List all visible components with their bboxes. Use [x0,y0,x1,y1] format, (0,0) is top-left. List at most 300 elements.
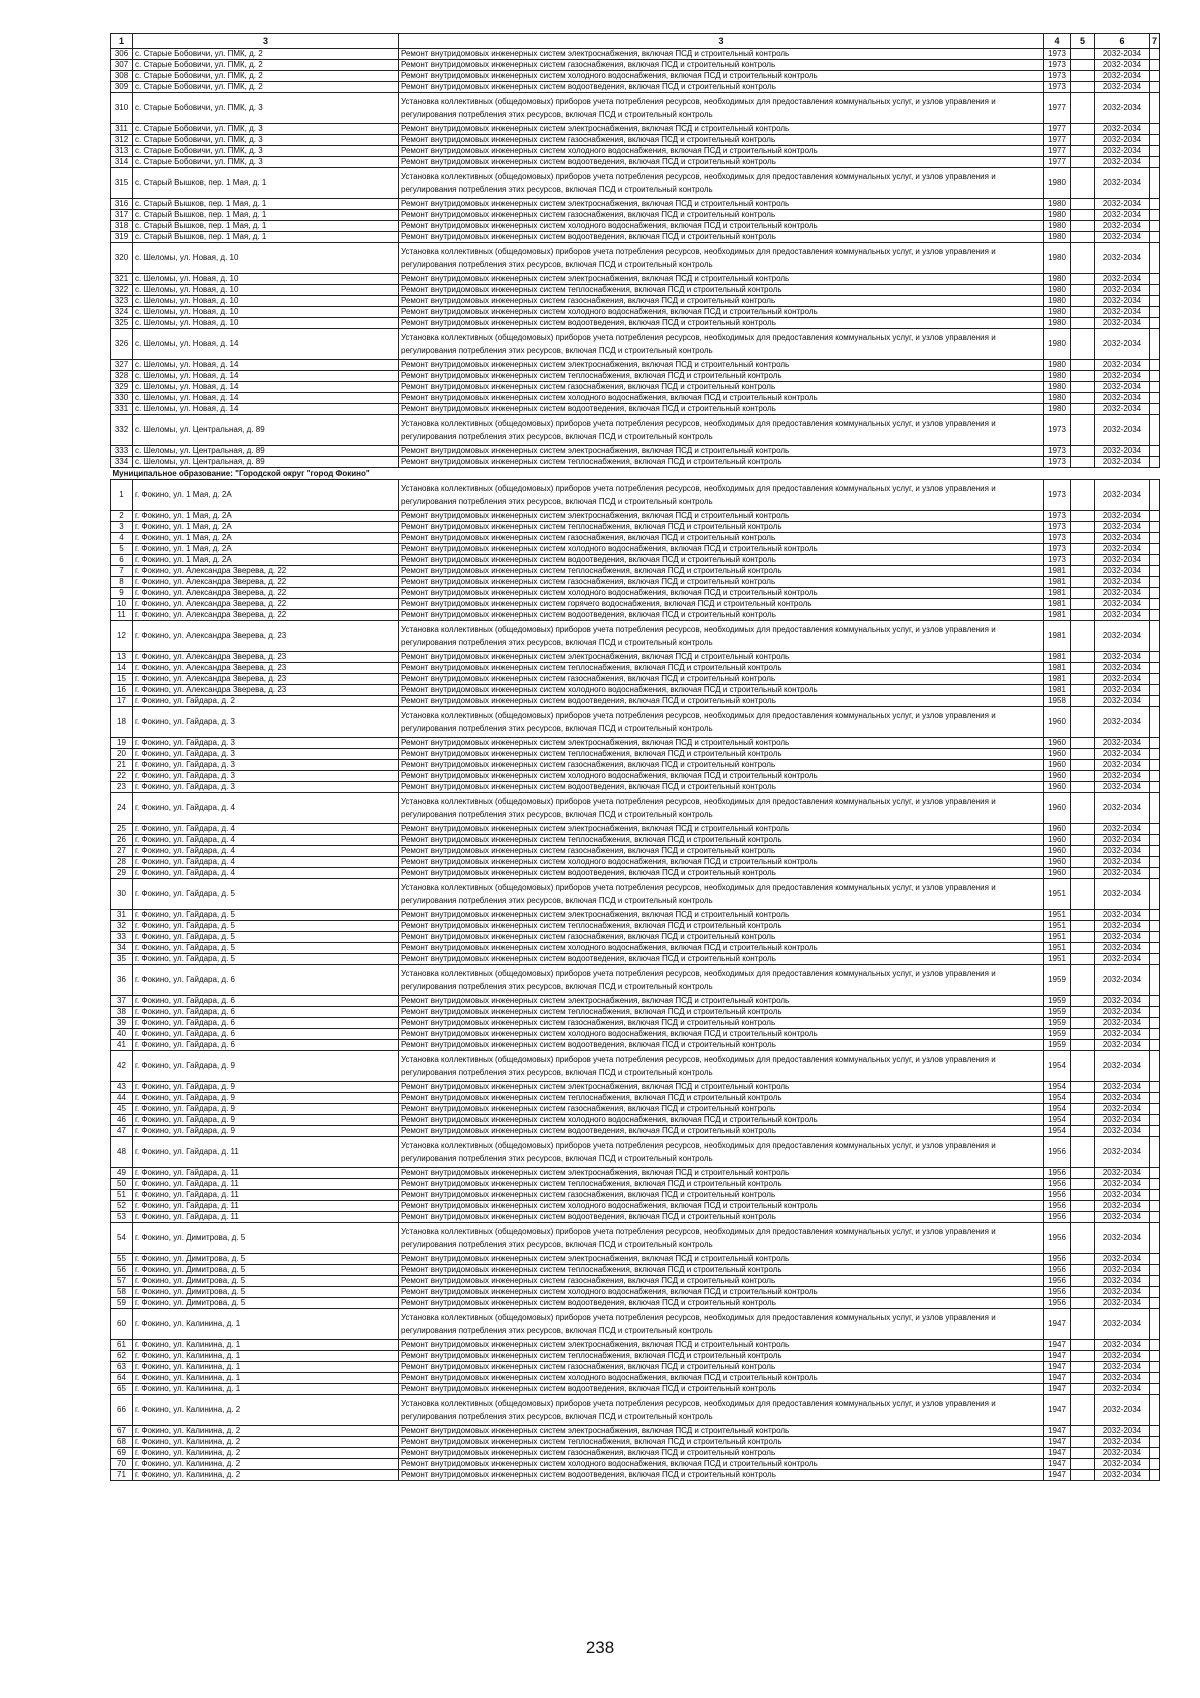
row-number: 314 [111,157,133,168]
year-cell: 1980 [1044,296,1071,307]
year-cell: 1973 [1044,82,1071,93]
period-cell: 2032-2034 [1095,910,1150,921]
row-number: 23 [111,782,133,793]
row-number: 21 [111,760,133,771]
address-cell: г. Фокино, ул. Гайдара, д. 5 [133,879,399,910]
register-sheet [110,33,1159,1481]
work-description: Ремонт внутридомовых инженерных систем водоотведения, включая ПСД и строительный контроль [399,1298,1044,1309]
empty-cell [1150,1137,1160,1168]
empty-cell [1071,360,1095,371]
row-number: 29 [111,868,133,879]
page-number: 238 [585,1638,615,1657]
empty-cell [1071,446,1095,457]
empty-cell [1071,1437,1095,1448]
table-row [111,446,1160,457]
year-cell: 1980 [1044,243,1071,274]
table-row [111,674,1160,685]
table-row [111,329,1160,360]
period-cell: 2032-2034 [1095,1168,1150,1179]
row-number: 329 [111,382,133,393]
empty-cell [1071,1362,1095,1373]
table-row [111,555,1160,566]
year-cell: 1973 [1044,60,1071,71]
address-cell: г. Фокино, ул. Калинина, д. 1 [133,1309,399,1340]
row-number: 42 [111,1051,133,1082]
col-header: 1 [111,34,133,49]
empty-cell [1150,1373,1160,1384]
year-cell: 1956 [1044,1223,1071,1254]
year-cell: 1959 [1044,1029,1071,1040]
table-row [111,71,1160,82]
address-cell: г. Фокино, ул. Калинина, д. 1 [133,1362,399,1373]
empty-cell [1150,199,1160,210]
empty-cell [1071,1115,1095,1126]
empty-cell [1150,1179,1160,1190]
empty-cell [1071,1298,1095,1309]
table-row [111,954,1160,965]
empty-cell [1071,1470,1095,1481]
work-description: Ремонт внутридомовых инженерных систем теплоснабжения, включая ПСД и строительный контроль [399,457,1044,468]
table-row [111,60,1160,71]
table-row [111,621,1160,652]
empty-cell [1071,652,1095,663]
period-cell: 2032-2034 [1095,943,1150,954]
row-number: 53 [111,1212,133,1223]
empty-cell [1150,243,1160,274]
year-cell: 1956 [1044,1201,1071,1212]
col-header: 6 [1095,34,1150,49]
address-cell: г. Фокино, ул. Калинина, д. 1 [133,1373,399,1384]
table-row [111,232,1160,243]
year-cell: 1980 [1044,371,1071,382]
period-cell: 2032-2034 [1095,329,1150,360]
year-cell: 1981 [1044,685,1071,696]
row-number: 9 [111,588,133,599]
work-description: Установка коллективных (общедомовых) приборов учета потребления ресурсов, необходимых для предоставления коммунальных услуг, и узлов управления и регулирования потребления этих ресурсов, включая ПСД и строительный контроль [399,707,1044,738]
empty-cell [1071,1040,1095,1051]
address-cell: г. Фокино, ул. 1 Мая, д. 2А [133,555,399,566]
work-description: Ремонт внутридомовых инженерных систем газоснабжения, включая ПСД и строительный контроль [399,382,1044,393]
empty-cell [1150,82,1160,93]
year-cell: 1980 [1044,274,1071,285]
address-cell: с. Старый Вышков, пер. 1 Мая, д. 1 [133,168,399,199]
work-description: Ремонт внутридомовых инженерных систем водоотведения, включая ПСД и строительный контроль [399,157,1044,168]
period-cell: 2032-2034 [1095,1437,1150,1448]
year-cell: 1947 [1044,1426,1071,1437]
period-cell: 2032-2034 [1095,60,1150,71]
empty-cell [1071,60,1095,71]
table-row [111,318,1160,329]
address-cell: г. Фокино, ул. Гайдара, д. 4 [133,868,399,879]
table-row [111,210,1160,221]
year-cell: 1960 [1044,868,1071,879]
year-cell: 1947 [1044,1309,1071,1340]
period-cell: 2032-2034 [1095,544,1150,555]
row-number: 16 [111,685,133,696]
empty-cell [1071,1276,1095,1287]
work-description: Ремонт внутридомовых инженерных систем электроснабжения, включая ПСД и строительный контроль [399,360,1044,371]
year-cell: 1959 [1044,965,1071,996]
table-row [111,1212,1160,1223]
empty-cell [1150,533,1160,544]
table-row [111,1168,1160,1179]
table-row [111,1115,1160,1126]
row-number: 330 [111,393,133,404]
year-cell: 1973 [1044,446,1071,457]
period-cell: 2032-2034 [1095,1051,1150,1082]
year-cell: 1960 [1044,771,1071,782]
empty-cell [1150,1051,1160,1082]
work-description: Ремонт внутридомовых инженерных систем электроснабжения, включая ПСД и строительный контроль [399,910,1044,921]
row-number: 309 [111,82,133,93]
work-description: Ремонт внутридомовых инженерных систем водоотведения, включая ПСД и строительный контроль [399,1470,1044,1481]
work-description: Ремонт внутридомовых инженерных систем холодного водоснабжения, включая ПСД и строительный контроль [399,1201,1044,1212]
table-row [111,415,1160,446]
row-number: 311 [111,124,133,135]
row-number: 334 [111,457,133,468]
row-number: 11 [111,610,133,621]
empty-cell [1150,1018,1160,1029]
row-number: 68 [111,1437,133,1448]
period-cell: 2032-2034 [1095,480,1150,511]
row-number: 45 [111,1104,133,1115]
address-cell: г. Фокино, ул. Гайдара, д. 11 [133,1137,399,1168]
empty-cell [1071,1265,1095,1276]
empty-cell [1071,157,1095,168]
empty-cell [1071,954,1095,965]
empty-cell [1071,168,1095,199]
empty-cell [1071,1168,1095,1179]
address-cell: г. Фокино, ул. Гайдара, д. 9 [133,1082,399,1093]
work-description: Ремонт внутридомовых инженерных систем теплоснабжения, включая ПСД и строительный контроль [399,1007,1044,1018]
year-cell: 1954 [1044,1104,1071,1115]
row-number: 28 [111,857,133,868]
empty-cell [1071,318,1095,329]
empty-cell [1071,393,1095,404]
empty-cell [1071,1137,1095,1168]
period-cell: 2032-2034 [1095,621,1150,652]
empty-cell [1071,1351,1095,1362]
empty-cell [1150,868,1160,879]
address-cell: с. Шеломы, ул. Новая, д. 14 [133,329,399,360]
row-number: 61 [111,1340,133,1351]
year-cell: 1956 [1044,1298,1071,1309]
row-number: 310 [111,93,133,124]
address-cell: г. Фокино, ул. Калинина, д. 1 [133,1384,399,1395]
empty-cell [1071,1426,1095,1437]
section-row [111,468,1160,480]
table-row [111,663,1160,674]
year-cell: 1981 [1044,663,1071,674]
work-description: Ремонт внутридомовых инженерных систем электроснабжения, включая ПСД и строительный контроль [399,1082,1044,1093]
row-number: 332 [111,415,133,446]
work-description: Ремонт внутридомовых инженерных систем электроснабжения, включая ПСД и строительный контроль [399,738,1044,749]
table-row [111,846,1160,857]
empty-cell [1071,749,1095,760]
empty-cell [1150,610,1160,621]
row-number: 14 [111,663,133,674]
address-cell: с. Шеломы, ул. Центральная, д. 89 [133,457,399,468]
empty-cell [1150,685,1160,696]
empty-cell [1071,663,1095,674]
row-number: 60 [111,1309,133,1340]
period-cell: 2032-2034 [1095,232,1150,243]
table-row [111,49,1160,60]
year-cell: 1959 [1044,996,1071,1007]
row-number: 32 [111,921,133,932]
address-cell: с. Шеломы, ул. Новая, д. 10 [133,318,399,329]
table-row [111,274,1160,285]
empty-cell [1071,457,1095,468]
table-row [111,782,1160,793]
period-cell: 2032-2034 [1095,1212,1150,1223]
table-row [111,1426,1160,1437]
work-description: Ремонт внутридомовых инженерных систем водоотведения, включая ПСД и строительный контроль [399,610,1044,621]
year-cell: 1951 [1044,921,1071,932]
year-cell: 1977 [1044,135,1071,146]
table-row [111,588,1160,599]
table-row [111,285,1160,296]
period-cell: 2032-2034 [1095,954,1150,965]
work-description: Ремонт внутридомовых инженерных систем водоотведения, включая ПСД и строительный контроль [399,1384,1044,1395]
row-number: 65 [111,1384,133,1395]
row-number: 10 [111,599,133,610]
table-row [111,610,1160,621]
year-cell: 1980 [1044,199,1071,210]
work-description: Ремонт внутридомовых инженерных систем водоотведения, включая ПСД и строительный контроль [399,1126,1044,1137]
empty-cell [1071,274,1095,285]
year-cell: 1947 [1044,1362,1071,1373]
empty-cell [1150,371,1160,382]
period-cell: 2032-2034 [1095,857,1150,868]
row-number: 69 [111,1448,133,1459]
year-cell: 1973 [1044,457,1071,468]
year-cell: 1973 [1044,555,1071,566]
table-row [111,1309,1160,1340]
year-cell: 1981 [1044,610,1071,621]
address-cell: с. Шеломы, ул. Новая, д. 14 [133,382,399,393]
empty-cell [1150,1223,1160,1254]
address-cell: г. Фокино, ул. Александра Зверева, д. 22 [133,566,399,577]
work-description: Ремонт внутридомовых инженерных систем теплоснабжения, включая ПСД и строительный контроль [399,1437,1044,1448]
empty-cell [1150,415,1160,446]
row-number: 55 [111,1254,133,1265]
table-row [111,1223,1160,1254]
address-cell: с. Старые Бобовичи, ул. ПМК, д. 3 [133,146,399,157]
period-cell: 2032-2034 [1095,846,1150,857]
empty-cell [1150,210,1160,221]
year-cell: 1973 [1044,522,1071,533]
year-cell: 1960 [1044,846,1071,857]
row-number: 24 [111,793,133,824]
empty-cell [1150,318,1160,329]
empty-cell [1150,1201,1160,1212]
address-cell: г. Фокино, ул. Александра Зверева, д. 23 [133,621,399,652]
address-cell: с. Шеломы, ул. Новая, д. 14 [133,371,399,382]
row-number: 30 [111,879,133,910]
period-cell: 2032-2034 [1095,749,1150,760]
work-description: Ремонт внутридомовых инженерных систем теплоснабжения, включая ПСД и строительный контроль [399,1093,1044,1104]
empty-cell [1071,1309,1095,1340]
year-cell: 1980 [1044,329,1071,360]
year-cell: 1977 [1044,157,1071,168]
work-description: Установка коллективных (общедомовых) приборов учета потребления ресурсов, необходимых для предоставления коммунальных услуг, и узлов управления и регулирования потребления этих ресурсов, включая ПСД и строительный контроль [399,1223,1044,1254]
work-description: Ремонт внутридомовых инженерных систем теплоснабжения, включая ПСД и строительный контроль [399,835,1044,846]
empty-cell [1071,1126,1095,1137]
period-cell: 2032-2034 [1095,1448,1150,1459]
table-row [111,652,1160,663]
address-cell: г. Фокино, ул. Калинина, д. 2 [133,1459,399,1470]
table-row [111,404,1160,415]
empty-cell [1071,577,1095,588]
work-description: Ремонт внутридомовых инженерных систем газоснабжения, включая ПСД и строительный контроль [399,533,1044,544]
address-cell: г. Фокино, ул. Гайдара, д. 5 [133,910,399,921]
empty-cell [1071,793,1095,824]
address-cell: г. Фокино, ул. Александра Зверева, д. 23 [133,663,399,674]
work-description: Ремонт внутридомовых инженерных систем теплоснабжения, включая ПСД и строительный контроль [399,522,1044,533]
empty-cell [1150,168,1160,199]
row-number: 25 [111,824,133,835]
period-cell: 2032-2034 [1095,577,1150,588]
address-cell: с. Старые Бобовичи, ул. ПМК, д. 2 [133,82,399,93]
empty-cell [1150,274,1160,285]
empty-cell [1071,522,1095,533]
period-cell: 2032-2034 [1095,296,1150,307]
work-description: Ремонт внутридомовых инженерных систем газоснабжения, включая ПСД и строительный контроль [399,1190,1044,1201]
table-row [111,1029,1160,1040]
table-row [111,1287,1160,1298]
address-cell: г. Фокино, ул. Калинина, д. 2 [133,1395,399,1426]
table-row [111,1459,1160,1470]
address-cell: г. Фокино, ул. Гайдара, д. 2 [133,696,399,707]
address-cell: г. Фокино, ул. Гайдара, д. 5 [133,932,399,943]
address-cell: с. Шеломы, ул. Новая, д. 10 [133,285,399,296]
period-cell: 2032-2034 [1095,446,1150,457]
period-cell: 2032-2034 [1095,965,1150,996]
year-cell: 1956 [1044,1179,1071,1190]
empty-cell [1071,621,1095,652]
work-description: Ремонт внутридомовых инженерных систем теплоснабжения, включая ПСД и строительный контроль [399,566,1044,577]
empty-cell [1150,1093,1160,1104]
row-number: 316 [111,199,133,210]
address-cell: с. Старый Вышков, пер. 1 Мая, д. 1 [133,210,399,221]
work-description: Ремонт внутридомовых инженерных систем электроснабжения, включая ПСД и строительный контроль [399,652,1044,663]
empty-cell [1071,1007,1095,1018]
empty-cell [1150,1395,1160,1426]
period-cell: 2032-2034 [1095,1362,1150,1373]
row-number: 56 [111,1265,133,1276]
section-title: Муниципальное образование: "Городской округ "город Фокино" [111,468,1160,480]
address-cell: г. Фокино, ул. Гайдара, д. 4 [133,835,399,846]
row-number: 22 [111,771,133,782]
year-cell: 1951 [1044,932,1071,943]
work-description: Установка коллективных (общедомовых) приборов учета потребления ресурсов, необходимых для предоставления коммунальных услуг, и узлов управления и регулирования потребления этих ресурсов, включая ПСД и строительный контроль [399,879,1044,910]
table-row [111,566,1160,577]
period-cell: 2032-2034 [1095,1115,1150,1126]
year-cell: 1973 [1044,71,1071,82]
table-row [111,943,1160,954]
row-number: 33 [111,932,133,943]
empty-cell [1071,404,1095,415]
period-cell: 2032-2034 [1095,221,1150,232]
address-cell: с. Шеломы, ул. Новая, д. 10 [133,307,399,318]
address-cell: с. Старые Бобовичи, ул. ПМК, д. 2 [133,71,399,82]
table-row [111,360,1160,371]
table-row [111,1179,1160,1190]
empty-cell [1150,793,1160,824]
period-cell: 2032-2034 [1095,1126,1150,1137]
empty-cell [1071,199,1095,210]
empty-cell [1150,1168,1160,1179]
row-number: 331 [111,404,133,415]
address-cell: г. Фокино, ул. Калинина, д. 2 [133,1437,399,1448]
period-cell: 2032-2034 [1095,1373,1150,1384]
table-row [111,221,1160,232]
year-cell: 1959 [1044,1007,1071,1018]
address-cell: с. Шеломы, ул. Новая, д. 10 [133,296,399,307]
row-number: 26 [111,835,133,846]
empty-cell [1150,1287,1160,1298]
table-row [111,1384,1160,1395]
address-cell: с. Старые Бобовичи, ул. ПМК, д. 2 [133,60,399,71]
period-cell: 2032-2034 [1095,879,1150,910]
empty-cell [1071,1051,1095,1082]
address-cell: г. Фокино, ул. Гайдара, д. 11 [133,1168,399,1179]
address-cell: г. Фокино, ул. Гайдара, д. 11 [133,1212,399,1223]
table-row [111,921,1160,932]
empty-cell [1150,146,1160,157]
period-cell: 2032-2034 [1095,707,1150,738]
address-cell: г. Фокино, ул. Гайдара, д. 9 [133,1104,399,1115]
row-number: 313 [111,146,133,157]
address-cell: г. Фокино, ул. Калинина, д. 1 [133,1351,399,1362]
row-number: 58 [111,1287,133,1298]
year-cell: 1954 [1044,1093,1071,1104]
row-number: 324 [111,307,133,318]
empty-cell [1150,1082,1160,1093]
row-number: 5 [111,544,133,555]
year-cell: 1947 [1044,1448,1071,1459]
address-cell: г. Фокино, ул. Гайдара, д. 9 [133,1051,399,1082]
work-description: Ремонт внутридомовых инженерных систем электроснабжения, включая ПСД и строительный контроль [399,274,1044,285]
table-row [111,996,1160,1007]
year-cell: 1973 [1044,480,1071,511]
header-row [111,34,1160,49]
period-cell: 2032-2034 [1095,1384,1150,1395]
period-cell: 2032-2034 [1095,135,1150,146]
empty-cell [1150,1029,1160,1040]
empty-cell [1071,1459,1095,1470]
year-cell: 1947 [1044,1470,1071,1481]
year-cell: 1973 [1044,49,1071,60]
row-number: 44 [111,1093,133,1104]
empty-cell [1150,674,1160,685]
table-row [111,1018,1160,1029]
empty-cell [1150,296,1160,307]
row-number: 4 [111,533,133,544]
table-row [111,793,1160,824]
period-cell: 2032-2034 [1095,1137,1150,1168]
col-header: 7 [1150,34,1160,49]
table-row [111,1340,1160,1351]
period-cell: 2032-2034 [1095,663,1150,674]
year-cell: 1947 [1044,1351,1071,1362]
year-cell: 1947 [1044,1384,1071,1395]
year-cell: 1980 [1044,404,1071,415]
table-row [111,910,1160,921]
row-number: 320 [111,243,133,274]
empty-cell [1150,60,1160,71]
